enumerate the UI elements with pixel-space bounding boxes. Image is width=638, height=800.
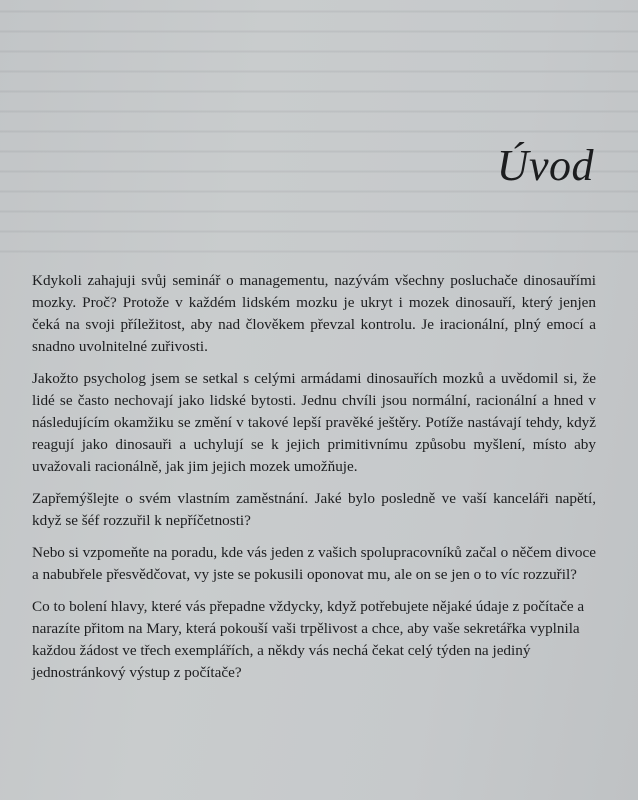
paragraph-headache: Co to bolení hlavy, které vás přepadne vždycky, když potřebujete nějaké údaje z počítače a narazíte přitom na Mary, která pokouší vaši trpělivost a chce, aby vaše sekretářka vyplnila každou žádost ve třech exemplářích, a někdy vás nechá čekat celý týden na jediný jednostránkový výstup z počítače?	[32, 598, 585, 681]
body-text	[32, 270, 596, 694]
paragraph-psychologist: Jakožto psycholog jsem se setkal s celými armádami dinosauřích mozků a uvědomil si, že lidé se často nechovají jako lidské bytosti. Jednu chvíli jsou normální, racionální a hned v následujícím okamžiku se změní v takové lepší pravěké ještěry. Potíže nastávají tehdy, když reagují jako dinosauři a uchylují se k jejich primitivnímu způsobu myšlení, místo aby uvažovali racionálně, jak jim jejich mozek umožňuje.	[32, 370, 596, 475]
chapter-title: Úvod	[496, 141, 594, 190]
paragraph-meeting: Nebo si vzpomeňte na poradu, kde vás jeden z vašich spolupracovníků začal o něčem divoce a nabubřele přesvědčovat, vy jste se pokusili oponovat mu, ale on se jen o to víc rozzuřil?	[32, 544, 596, 583]
show-through-texture	[0, 0, 638, 270]
paragraph-job: Zapřemýšlejte o svém vlastním zaměstnání. Jaké bylo posledně ve vaší kanceláři napětí, když se šéf rozzuřil k nepříčetnosti?	[32, 490, 596, 529]
paragraph-intro: Kdykoli zahajuji svůj seminář o managementu, nazývám všechny posluchače dinosauřími mozky. Proč? Protože v každém lidském mozku je ukryt i mozek dinosauří, který jenjen čeká na svoji příležitost, aby nad člověkem převzal kontrolu. Je iracionální, plný emocí a snadno uvolnitelné zuřivosti.	[32, 272, 596, 355]
